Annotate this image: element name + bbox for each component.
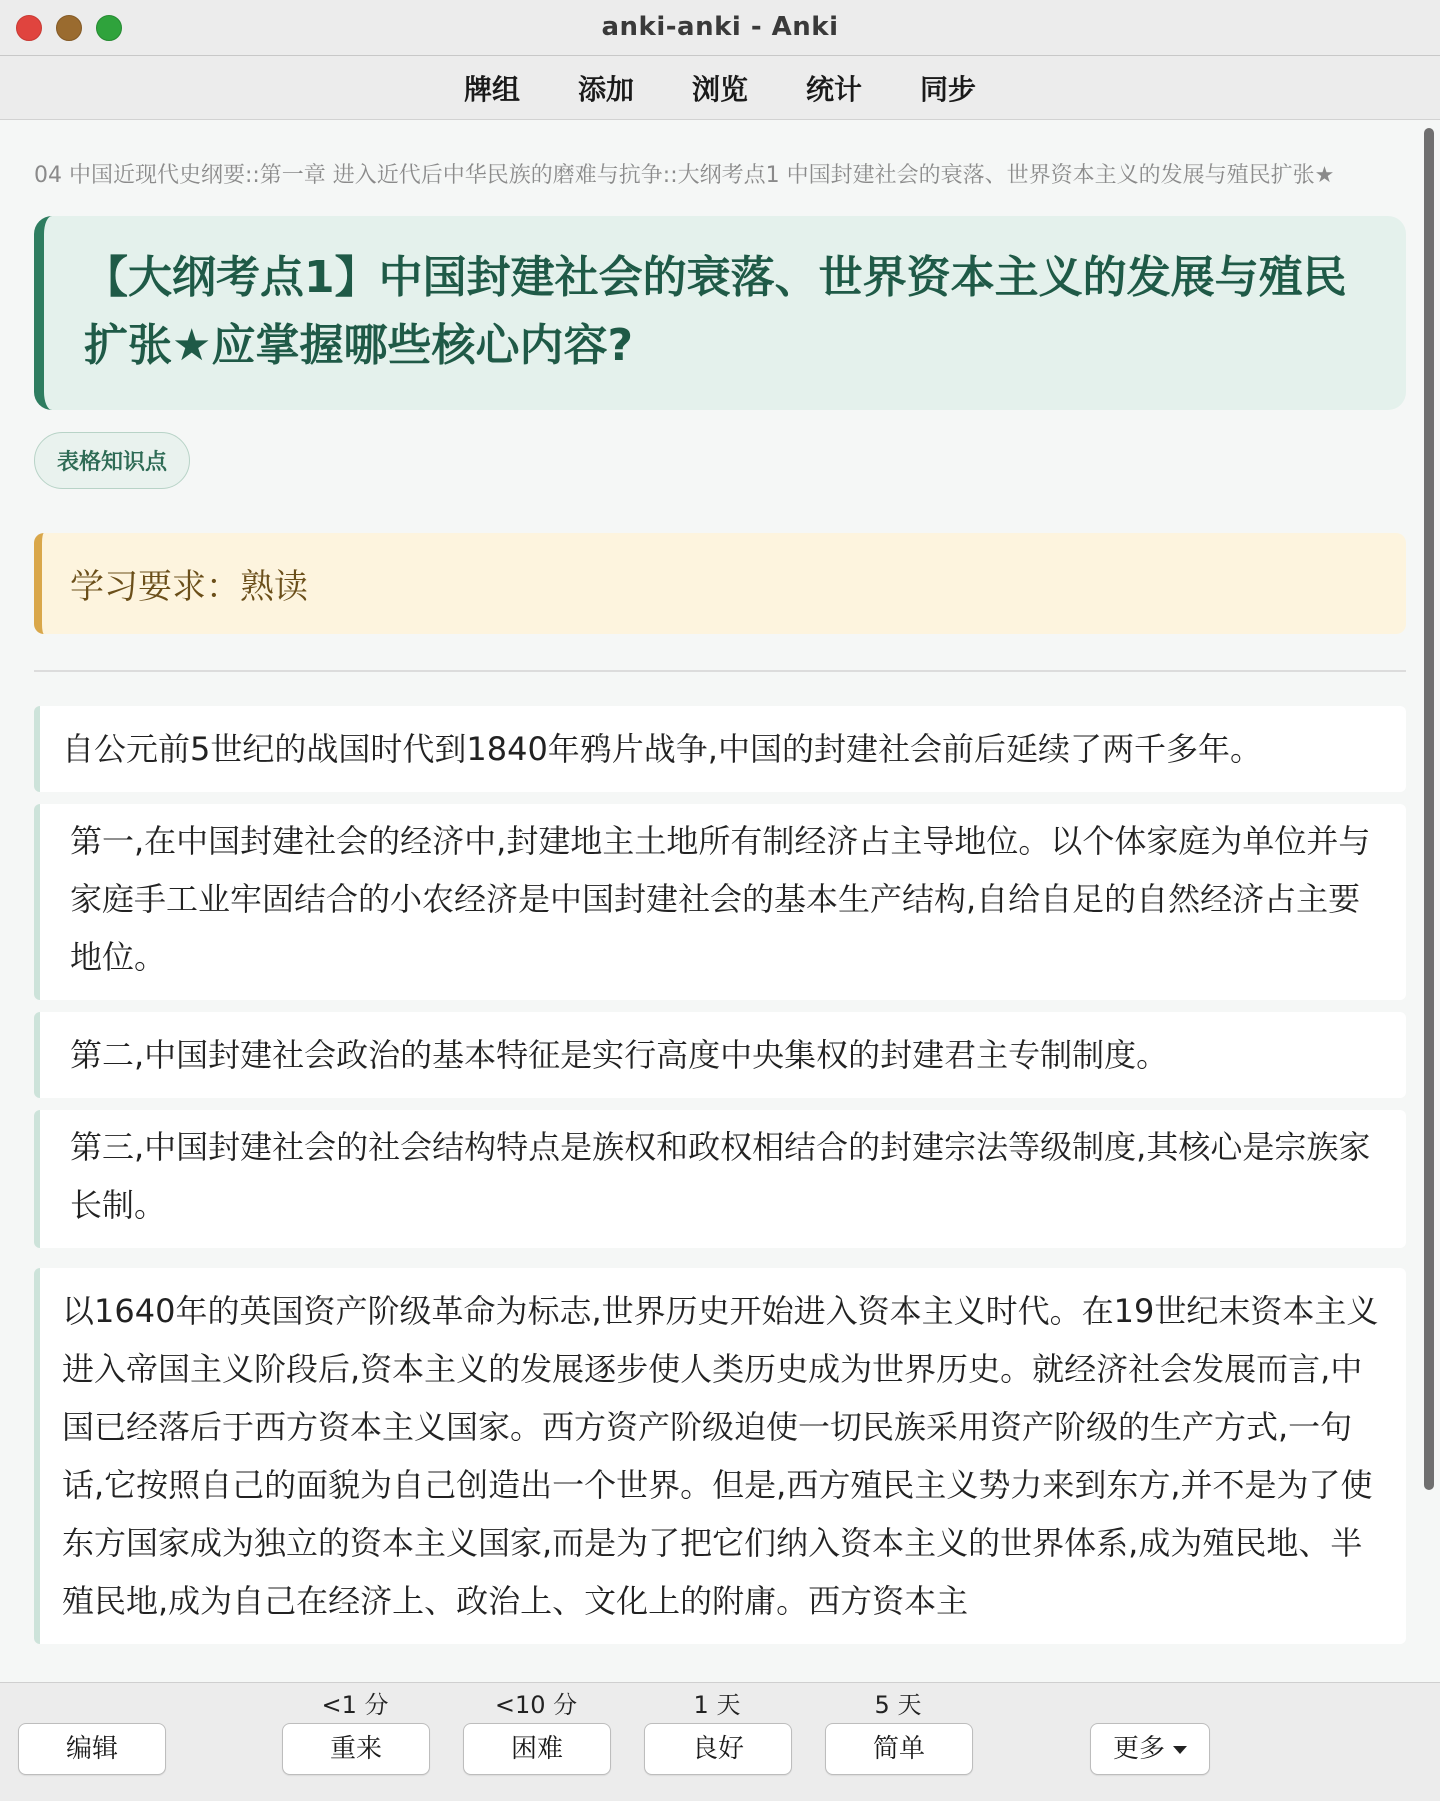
answer-bar (0, 1682, 1440, 1801)
chevron-down-icon (1173, 1746, 1187, 1754)
good-interval: 1 天 (693, 1691, 741, 1719)
answer-paragraph: 自公元前5世纪的战国时代到1840年鸦片战争,中国的封建社会前后延续了两千多年。 (34, 706, 1406, 792)
menu-add[interactable]: 添加 (577, 72, 634, 106)
answer-paragraph: 第二,中国封建社会政治的基本特征是实行高度中央集权的封建君主专制制度。 (34, 1012, 1406, 1098)
menu-browse[interactable]: 浏览 (691, 72, 748, 106)
again-interval: <1 分 (321, 1691, 389, 1719)
good-button[interactable]: 良好 (644, 1723, 792, 1775)
window-titlebar (0, 0, 1440, 56)
answer-paragraph: 以1640年的英国资产阶级革命为标志,世界历史开始进入资本主义时代。在19世纪末资本主义进入帝国主义阶段后,资本主义的发展逐步使人类历史成为世界历史。就经济社会发展而言,中国已经落后于西方资本主义国家。西方资产阶级迫使一切民族采用资产阶级的生产方式,一句话,它按照自己的面貌为自己创造出一个世界。但是,西方殖民主义势力来到东方,并不是为了使东方国家成为独立的资本主义国家,而是为了把它们纳入资本主义的世界体系,成为殖民地、半殖民地,成为自己在经济上、政治上、文化上的附庸。西方资本主 (34, 1268, 1406, 1644)
easy-interval: 5 天 (874, 1691, 922, 1719)
card-body (34, 120, 1406, 1644)
main-toolbar (0, 56, 1440, 120)
section-divider (34, 670, 1406, 672)
edit-button[interactable]: 编辑 (18, 1723, 166, 1775)
easy-button[interactable]: 简单 (825, 1723, 973, 1775)
menu-decks[interactable]: 牌组 (463, 72, 520, 106)
window-title: anki-anki - Anki (601, 12, 839, 42)
more-button[interactable] (1090, 1723, 1210, 1775)
answer-paragraph: 第一,在中国封建社会的经济中,封建地主土地所有制经济占主导地位。以个体家庭为单位并与家庭手工业牢固结合的小农经济是中国封建社会的基本生产结构,自给自足的自然经济占主要地位。 (34, 804, 1406, 1000)
menu-stats[interactable]: 统计 (806, 72, 863, 106)
card-view[interactable] (0, 120, 1440, 1682)
more-label: 更多 (1112, 1734, 1165, 1764)
again-button[interactable]: 重来 (282, 1723, 430, 1775)
tag-badge: 表格知识点 (34, 432, 190, 489)
deck-breadcrumb: 04 中国近现代史纲要::第一章 进入近代后中华民族的磨难与抗争::大纲考点1 中国封建社会的衰落、世界资本主义的发展与殖民扩张★ (34, 163, 1335, 188)
study-requirement-box: 学习要求：熟读 (34, 533, 1406, 634)
question-heading: 【大纲考点1】中国封建社会的衰落、世界资本主义的发展与殖民扩张★应掌握哪些核心内容? (34, 216, 1406, 410)
hard-button[interactable]: 困难 (463, 1723, 611, 1775)
answer-paragraph: 第三,中国封建社会的社会结构特点是族权和政权相结合的封建宗法等级制度,其核心是宗族家长制。 (34, 1110, 1406, 1248)
vertical-scrollbar[interactable] (1424, 128, 1434, 1490)
menu-sync[interactable]: 同步 (920, 72, 977, 106)
hard-interval: <10 分 (494, 1691, 578, 1719)
